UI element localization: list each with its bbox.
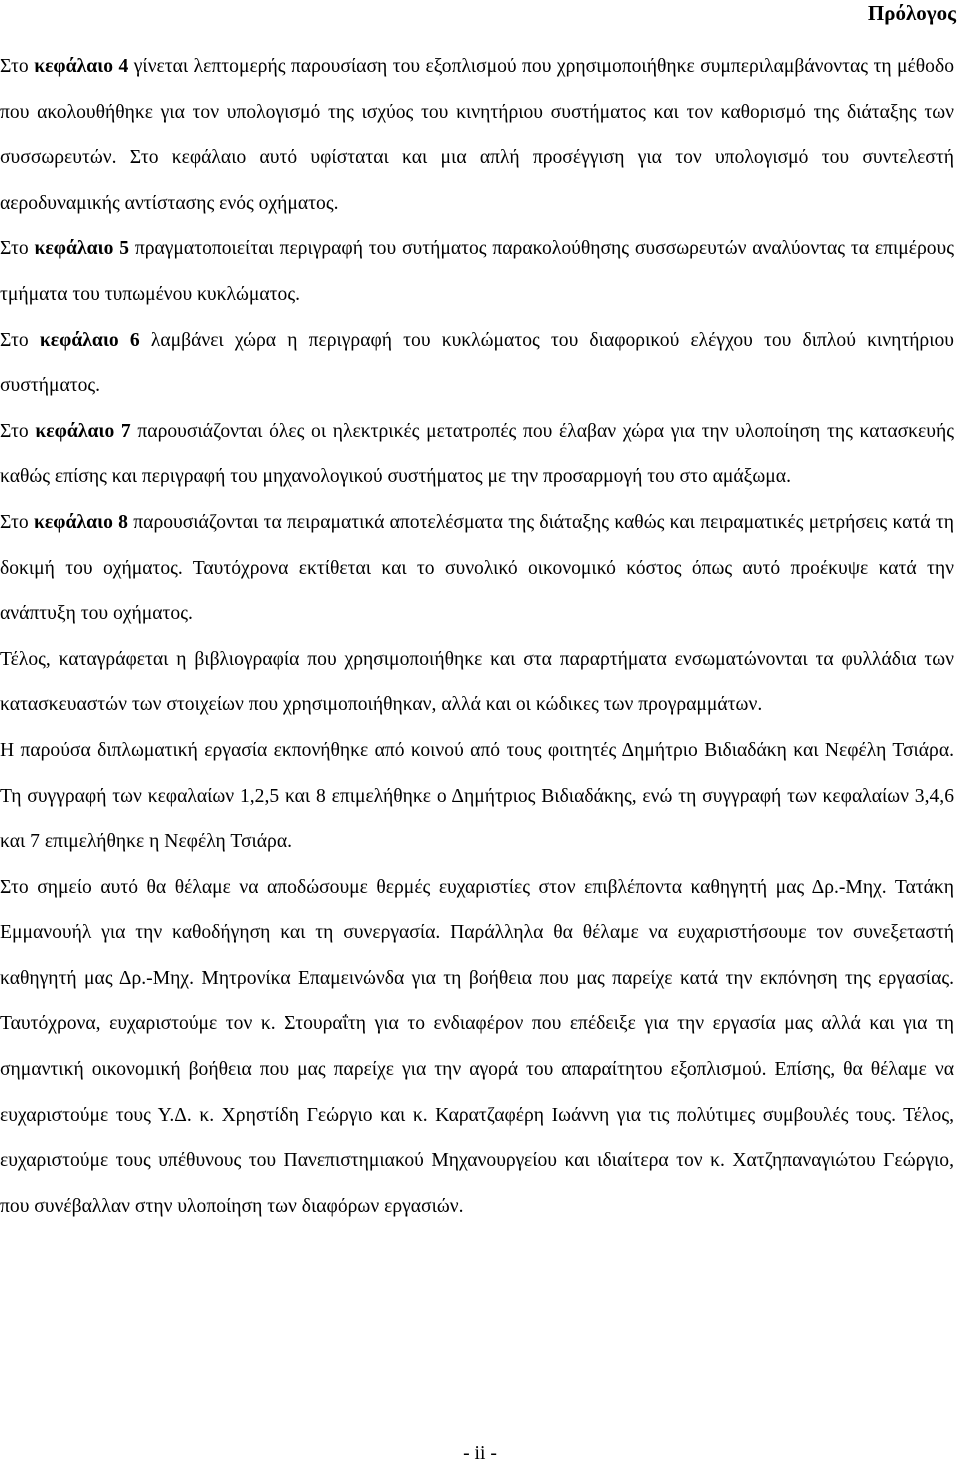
paragraph-chapter-6 (0, 318, 954, 409)
paragraph-rest: πραγματοποιείται περιγραφή του συτήματος παρακολούθησης συσσωρευτών αναλύοντας τα επιμέρους τμήματα του τυπωμένου κυκλώματος. (0, 238, 955, 305)
paragraph-rest: γίνεται λεπτομερής παρουσίαση του εξοπλισμού που χρησιμοποιήθηκε συμπεριλαμβάνοντας τη μέθοδο που ακολουθήθηκε για τον υπολογισμό της ισχύος του κινητήριου συστήματος και τον καθορισμό της διάταξης των συσσωρευτών. Στο κεφάλαιο αυτό υφίσταται και μια απλή προσέγγιση για τον υπολογισμό του συντελεστή αεροδυναμικής αντίστασης ενός οχήματος. (0, 56, 954, 214)
paragraph-lead: Τέλος, καταγράφεται η βιβλιογραφία που χρησιμοποιήθηκε και στα παραρτήματα ενσωματώνονται τα φυλλάδια των κατασκευαστών των στοιχείων που χρησιμοποιήθηκαν, αλλά και οι κώδικες των προγραμμάτων. (0, 648, 954, 716)
paragraph-authors (0, 728, 954, 865)
paragraph-lead: Στο (0, 329, 40, 351)
document-body (0, 44, 954, 1229)
paragraph-lead: Στο (0, 56, 35, 77)
paragraph-chapter-8 (0, 500, 954, 637)
paragraph-rest: λαμβάνει χώρα η περιγραφή του κυκλώματος του διαφορικού ελέγχου του διπλού κινητήριου συστήματος. (0, 329, 954, 397)
paragraph-chapter-5 (0, 226, 954, 317)
paragraph-lead: Στο (0, 238, 35, 260)
paragraph-lead: Η παρούσα διπλωματική εργασία εκπονήθηκε από κοινού από τους φοιτητές Δημήτριο Βιδιαδάκη και Νεφέλη Τσιάρα. Τη συγγραφή των κεφαλαίων 1,2,5 και 8 επιμελήθηκε ο Δημήτριος Βιδιαδάκης, ενώ τη συγγραφή των κεφαλαίων 3,4,6 και 7 επιμελήθηκε η Νεφέλη Τσιάρα. (0, 739, 954, 853)
paragraph-lead: Στο (0, 511, 35, 533)
paragraph-lead: Στο σημείο αυτό θα θέλαμε να αποδώσουμε θερμές ευχαριστίες στον επιβλέποντα καθηγητή μας Δρ.-Μηχ. Τατάκη Εμμανουήλ για την καθοδήγηση και τη συνεργασία. Παράλληλα θα θέλαμε να ευχαριστήσουμε τον συνεξεταστή καθηγητή μας Δρ.-Μηχ. Μητρονίκα Επαμεινώνδα για τη βοήθεια που μας παρείχε κατά την εκπόνηση της εργασίας. Ταυτόχρονα, ευχαριστούμε τον κ. Στουραΐτη για το ενδιαφέρον που επέδειξε για την εργασία μας αλλά και για τη σημαντική οικονομική βοήθεια που μας παρείχε για την αγορά του απαραίτητου εξοπλισμού. Επίσης, θα θέλαμε να ευχαριστούμε τους Υ.Δ. κ. Χρηστίδη Γεώργιο και κ. Καρατζαφέρη Ιωάννη για τις πολύτιμες συμβουλές τους. Τέλος, ευχαριστούμε τους υπέθυνους του Πανεπιστημιακού Μηχανουργείου και ιδιαίτερα τον κ. Χατζηπαναγιώτου Γεώργιο, που συνέβαλλαν στην υλοποίηση των διαφόρων εργασιών. (0, 876, 954, 1217)
paragraph-chapter-7 (0, 409, 954, 500)
chapter-ref: κεφάλαιο 6 (39, 329, 140, 351)
page-header-title: Πρόλογος (867, 1, 956, 25)
chapter-ref: κεφάλαιο 4 (34, 56, 129, 77)
chapter-ref: κεφάλαιο 8 (34, 511, 128, 533)
chapter-ref: κεφάλαιο 5 (34, 238, 130, 260)
paragraph-rest: παρουσιάζονται τα πειραματικά αποτελέσματα της διάταξης καθώς και πειραματικές μετρήσεις κατά τη δοκιμή του οχήματος. Ταυτόχρονα εκτίθεται και το συνολικό οικονομικό κόστος όπως αυτό προέκυψε κατά την ανάπτυξη του οχήματος. (0, 511, 954, 625)
paragraph-acknowledgements (0, 865, 954, 1230)
paragraph-rest: παρουσιάζονται όλες οι ηλεκτρικές μετατροπές που έλαβαν χώρα για την υλοποίηση της κατασκευής καθώς επίσης και περιγραφή του μηχανολογικού συστήματος με την προσαρμογή του στο αμάξωμα. (0, 420, 954, 488)
paragraph-lead: Στο (0, 420, 36, 442)
paragraph-bibliography (0, 637, 954, 728)
paragraph-chapter-4 (0, 44, 954, 226)
page-number: - ii - (463, 1443, 497, 1464)
chapter-ref: κεφάλαιο 7 (35, 420, 131, 442)
